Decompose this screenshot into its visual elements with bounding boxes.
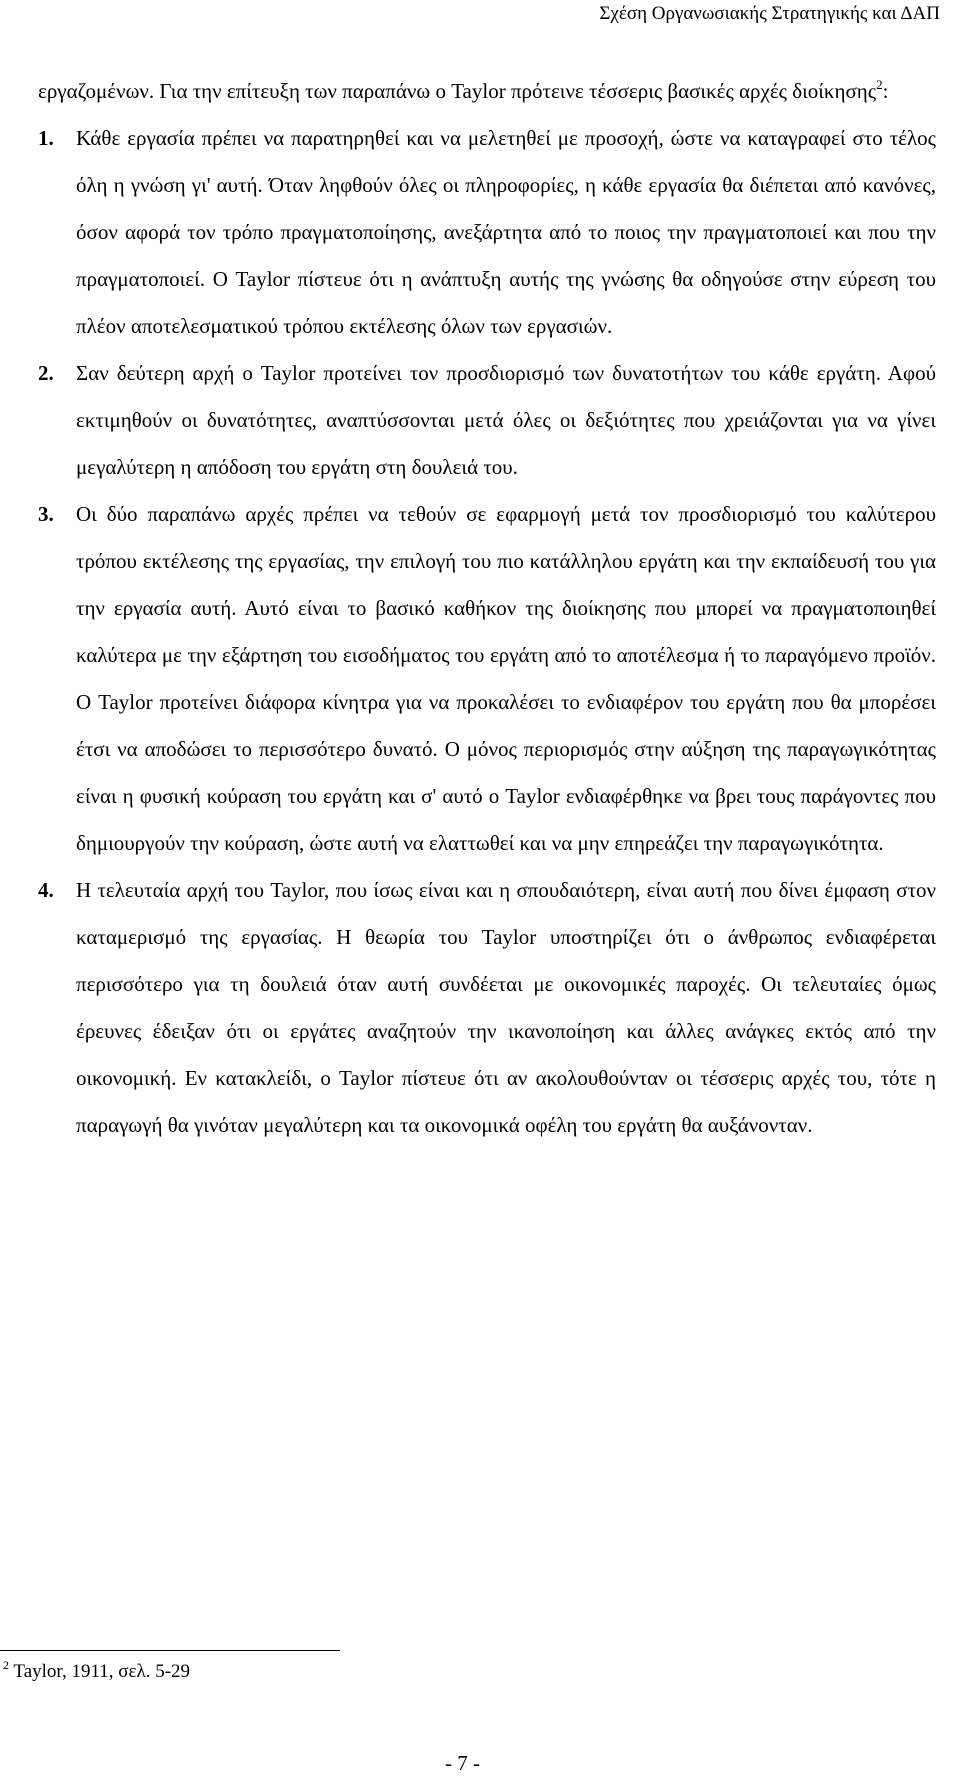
intro-suffix: : <box>882 79 889 103</box>
intro-paragraph <box>38 68 936 115</box>
list-item <box>38 115 936 350</box>
list-item-number: 3. <box>38 502 54 526</box>
list-item-number: 4. <box>38 878 54 902</box>
footnote-text: Taylor, 1911, σελ. 5-29 <box>13 1661 191 1682</box>
intro-text: εργαζομένων. Για την επίτευξη των παραπάνω ο Taylor πρότεινε τέσσερις βασικές αρχές διοίκησης <box>38 79 877 103</box>
list-item-text: Σαν δεύτερη αρχή ο Taylor προτείνει τον προσδιορισμό των δυνατοτήτων του κάθε εργάτη. Αφού εκτιμηθούν οι δυνατότητες, αναπτύσσονται μετά όλες οι δεξιότητες που χρειάζονται για να γίνει μεγαλύτερη η απόδοση του εργάτη στη δουλειά του. <box>76 361 936 479</box>
footnote-divider <box>0 1650 340 1651</box>
footnote-marker: 2 <box>3 1658 9 1672</box>
document-body <box>38 68 936 1149</box>
list-item-text: Η τελευταία αρχή του Taylor, που ίσως είναι και η σπουδαιότερη, είναι αυτή που δίνει έμφαση στον καταμερισμό της εργασίας. Η θεωρία του Taylor υποστηρίζει ότι ο άνθρωπος ενδιαφέρεται περισσότερο για τη δουλειά όταν αυτή συνδέεται με οικονομικές παροχές. Οι τελευταίες όμως έρευνες έδειξαν ότι οι εργάτες αναζητούν την ικανοποίηση και άλλες ανάγκες εκτός από την οικονομική. Εν κατακλείδι, ο Taylor πίστευε ότι αν ακολουθούνταν οι τέσσερις αρχές του, τότε η παραγωγή θα γινόταν μεγαλύτερη και τα οικονομικά οφέλη του εργάτη θα αυξάνονταν. <box>76 878 936 1137</box>
running-header: Σχέση Οργανωσιακής Στρατηγικής και ΔΑΠ <box>599 3 940 24</box>
list-item-text: Κάθε εργασία πρέπει να παρατηρηθεί και να μελετηθεί με προσοχή, ώστε να καταγραφεί στο τέλος όλη η γνώση γι' αυτή. Όταν ληφθούν όλες οι πληροφορίες, η κάθε εργασία θα διέπεται από κανόνες, όσον αφορά τον τρόπο πραγματοποίησης, ανεξάρτητα από το ποιος την πραγματοποιεί και που την πραγματοποιεί. Ο Taylor πίστευε ότι η ανάπτυξη αυτής της γνώσης θα οδηγούσε στην εύρεση του πλέον αποτελεσματικού τρόπου εκτέλεσης όλων των εργασιών. <box>76 126 936 338</box>
list-item-text: Οι δύο παραπάνω αρχές πρέπει να τεθούν σε εφαρμογή μετά τον προσδιορισμό του καλύτερου τρόπου εκτέλεσης της εργασίας, την επιλογή του πιο κατάλληλου εργάτη και την εκπαίδευσή του για την εργασία αυτή. Αυτό είναι το βασικό καθήκον της διοίκησης που μπορεί να πραγματοποιηθεί καλύτερα με την εξάρτηση του εισοδήματος του εργάτη από το αποτέλεσμα ή το παραγόμενο προϊόν. Ο Taylor προτείνει διάφορα κίνητρα για να προκαλέσει το ενδιαφέρον του εργάτη που θα μπορέσει έτσι να αποδώσει το περισσότερο δυνατό. Ο μόνος περιορισμός στην αύξηση της παραγωγικότητας είναι η φυσική κούραση του εργάτη και σ' αυτό ο Taylor ενδιαφέρθηκε να βρει τους παράγοντες που δημιουργούν την κούραση, ώστε αυτή να ελαττωθεί και να μην επηρεάζει την παραγωγικότητα. <box>76 502 936 855</box>
list-item <box>38 491 936 867</box>
footnote-reference: 2 <box>876 77 883 92</box>
page-number-text: - 7 - <box>445 1751 480 1775</box>
list-item-number: 1. <box>38 126 54 150</box>
list-item-number: 2. <box>38 361 54 385</box>
list-item <box>38 350 936 491</box>
footnote <box>3 1660 190 1684</box>
page-number <box>0 1750 960 1776</box>
list-item <box>38 867 936 1149</box>
